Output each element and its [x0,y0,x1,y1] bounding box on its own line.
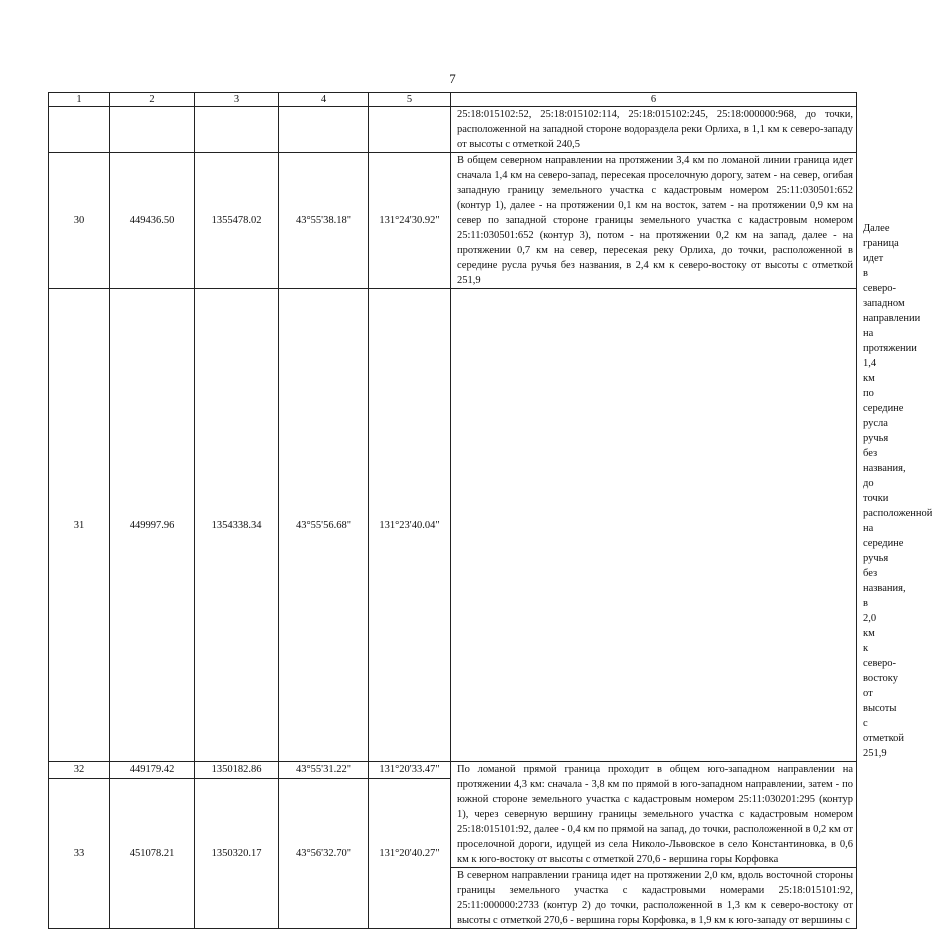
point-number: 30 [49,153,110,289]
empty-cell [49,107,110,153]
column-header: 6 [451,93,857,107]
longitude: 131°20'40.27" [369,778,451,928]
point-number: 32 [49,762,110,779]
latitude: 43°55'56.68" [279,289,369,762]
table-row [49,289,857,745]
column-header: 2 [110,93,195,107]
column-number-row [49,93,857,107]
boundary-coordinates-table [48,92,932,929]
column-header: 3 [195,93,279,107]
point-number: 31 [49,289,110,762]
boundary-description: 25:18:015102:52, 25:18:015102:114, 25:18:015102:245, 25:18:000000:968, до точки, расположенной на западной стороне водораздела реки Орлиха, в 1,1 км к северо-западу от высоты с отметкой 240,5 [451,107,857,153]
coordinate-y: 1355478.02 [195,153,279,289]
coordinate-x: 449436.50 [110,153,195,289]
page-number: 7 [449,71,456,86]
latitude: 43°55'31.22" [279,762,369,779]
longitude: 131°24'30.92" [369,153,451,289]
coordinate-x: 449997.96 [110,289,195,762]
empty-cell [279,107,369,153]
coordinate-y: 1354338.34 [195,289,279,762]
longitude: 131°23'40.04" [369,289,451,762]
coordinate-x: 451078.21 [110,778,195,928]
column-header: 4 [279,93,369,107]
boundary-description: По ломаной прямой граница проходит в общем юго-западном направлении на протяжении 4,3 км: сначала - 3,8 км по прямой в юго-западном направлении, затем - по южной стороне земельного участка с кадастровым номером 25:11:030201:295 (контур 1), через северную вершину границы земельного участка с кадастровым номером 25:18:015101:92, далее - 0,4 км по прямой на запад, до точки, расположенной в 0,2 км от проселочной дороги, идущей из села Николо-Львовское в село Константиновка, в 0,6 км к юго-востоку от высоты с отметкой 270,6 - вершина горы Корфовка [451,762,857,868]
longitude: 131°20'33.47" [369,762,451,779]
empty-cell [195,107,279,153]
boundary-description: В общем северном направлении на протяжении 3,4 км по ломаной линии граница идет сначала 1,4 км на северо-запад, пересекая проселочную дорогу, затем - на север, огибая западную границу земельного участка с кадастровым номером 25:11:030501:652 (контур 1), далее - на протяжении 0,1 км на восток, затем - на протяжении 0,9 км на север по западной стороне границы земельного участка с кадастровым номером 25:11:030501:652 (контур 3), потом - на протяжении 0,2 км на запад, далее - на протяжении 0,7 км на север, пересекая реку Орлиха, до точки, расположенной в середине русла ручья без названия, в 2,4 км к северо-востоку от высоты с отметкой 251,9 [451,153,857,289]
column-header: 5 [369,93,451,107]
empty-cell [110,107,195,153]
coordinate-x: 449179.42 [110,762,195,779]
latitude: 43°55'38.18" [279,153,369,289]
point-number: 33 [49,778,110,928]
empty-cell [369,107,451,153]
latitude: 43°56'32.70" [279,778,369,928]
table-wrapper [48,92,932,926]
table-row: Далее граница идет в северо-западном направлении на протяжении 1,4 км по середине русла ручья без названия, до точки расположенной на середине ручья без названия, в 2,0 км к северо-востоку от высоты с отметкой 251,9 [863,223,932,759]
coordinate-y: 1350320.17 [195,778,279,928]
column-header: 1 [49,93,110,107]
coordinate-y: 1350182.86 [195,762,279,779]
boundary-description: В северном направлении граница идет на протяжении 2,0 км, вдоль восточной стороны границы земельного участка с кадастровыми номерами 25:18:015101:92, 25:11:000000:2733 (контур 2) до точки, расположенной в 1,3 км к северо-востоку от высоты с отметкой 270,6 - вершина горы Корфовка, в 1,9 км к юго-западу от вершины с [451,868,857,929]
